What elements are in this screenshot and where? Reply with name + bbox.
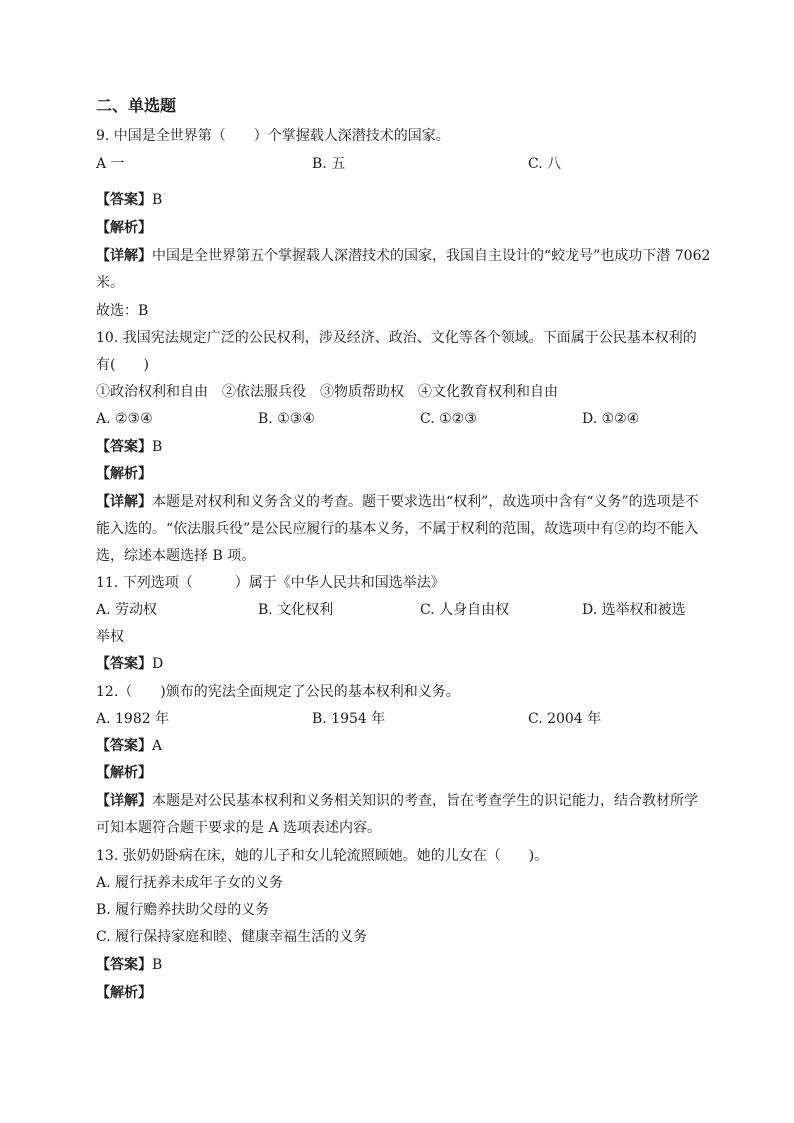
q10-choices: ①政治权利和自由 ②依法服兵役 ③物质帮助权 ④文化教育权利和自由 [96, 384, 558, 400]
detail-tag: 【详解】 [96, 248, 152, 264]
q9-detail-line-2: 米。 [96, 275, 124, 291]
q9-detail-line-1 [96, 246, 710, 266]
answer-tag: 【答案】 [96, 738, 152, 754]
answer-tag: 【答案】 [96, 957, 152, 973]
q9-conclusion: 故选：B [96, 303, 149, 319]
q13-analysis-tag: 【解析】 [96, 985, 152, 1001]
answer-value: D [152, 656, 164, 672]
q11-option-c: C. 人身自由权 [420, 602, 510, 618]
question-10-stem-line-2: 有( ) [96, 357, 149, 373]
q10-detail-line-2: 能入选的。“依法服兵役”是公民应履行的基本义务，不属于权利的范围，故选项中有②的均不能入 [96, 521, 699, 537]
q13-answer [96, 955, 162, 975]
detail-text: 本题是对公民基本权利和义务相关知识的考查，旨在考查学生的识记能力，结合教材所学 [152, 793, 698, 809]
answer-tag: 【答案】 [96, 439, 152, 455]
question-11-stem: 11. 下列选项（ ）属于《中华人民共和国选举法》 [96, 575, 445, 591]
q12-option-a: A. 1982 年 [96, 711, 170, 727]
q10-analysis-tag: 【解析】 [96, 466, 152, 482]
answer-value: B [152, 192, 163, 208]
q13-option-c: C. 履行保持家庭和睦、健康幸福生活的义务 [96, 929, 368, 945]
q12-detail-line-1 [96, 791, 698, 811]
q12-option-b: B. 1954 年 [312, 711, 386, 727]
q10-detail-line-3: 选，综述本题选择 B 项。 [96, 548, 256, 564]
answer-value: B [152, 439, 163, 455]
q10-detail-line-1 [96, 492, 699, 512]
detail-tag: 【详解】 [96, 793, 152, 809]
q9-answer [96, 190, 162, 210]
section-title: 二、单选题 [96, 96, 177, 115]
q13-option-b: B. 履行赡养扶助父母的义务 [96, 902, 270, 918]
answer-tag: 【答案】 [96, 656, 152, 672]
question-12-stem: 12.（ )颁布的宪法全面规定了公民的基本权利和义务。 [96, 684, 460, 700]
detail-tag: 【详解】 [96, 494, 152, 510]
q12-analysis-tag: 【解析】 [96, 765, 152, 781]
q9-option-c: C. 八 [528, 156, 562, 172]
q10-option-c: C. ①②③ [420, 411, 477, 427]
q11-answer [96, 654, 163, 674]
q12-detail-line-2: 可知本题符合题干要求的是 A 选项表述内容。 [96, 820, 382, 836]
question-9-stem: 9. 中国是全世界第（ ）个掌握载人深潜技术的国家。 [96, 128, 450, 144]
q11-option-a: A. 劳动权 [96, 602, 158, 618]
question-10-stem-line-1: 10. 我国宪法规定广泛的公民权利，涉及经济、政治、文化等各个领域。下面属于公民基本权利的 [96, 330, 697, 346]
q9-option-a: A 一 [96, 156, 125, 172]
q12-answer [96, 736, 162, 756]
answer-value: A [152, 738, 163, 754]
question-13-stem: 13. 张奶奶卧病在床，她的儿子和女儿轮流照顾她。她的儿女在（ )。 [96, 848, 549, 864]
detail-text: 本题是对权利和义务含义的考查。题干要求选出“权利”，故选项中含有“义务”的选项是不 [152, 494, 699, 510]
q10-option-d: D. ①②④ [582, 411, 640, 427]
q11-option-d-wrap: 举权 [96, 629, 124, 645]
q10-option-b: B. ①③④ [258, 411, 315, 427]
q11-option-d: D. 选举权和被选 [582, 602, 686, 618]
answer-value: B [152, 957, 163, 973]
q11-option-b: B. 文化权利 [258, 602, 334, 618]
q9-analysis-tag: 【解析】 [96, 220, 152, 236]
q13-option-a: A. 履行抚养未成年子女的义务 [96, 875, 284, 891]
detail-text: 中国是全世界第五个掌握载人深潜技术的国家，我国自主设计的“蛟龙号”也成功下潜 7062 [152, 248, 711, 264]
q10-answer [96, 437, 162, 457]
q9-option-b: B. 五 [312, 156, 346, 172]
answer-tag: 【答案】 [96, 192, 152, 208]
q12-option-c: C. 2004 年 [528, 711, 602, 727]
q10-option-a: A. ②③④ [96, 411, 153, 427]
